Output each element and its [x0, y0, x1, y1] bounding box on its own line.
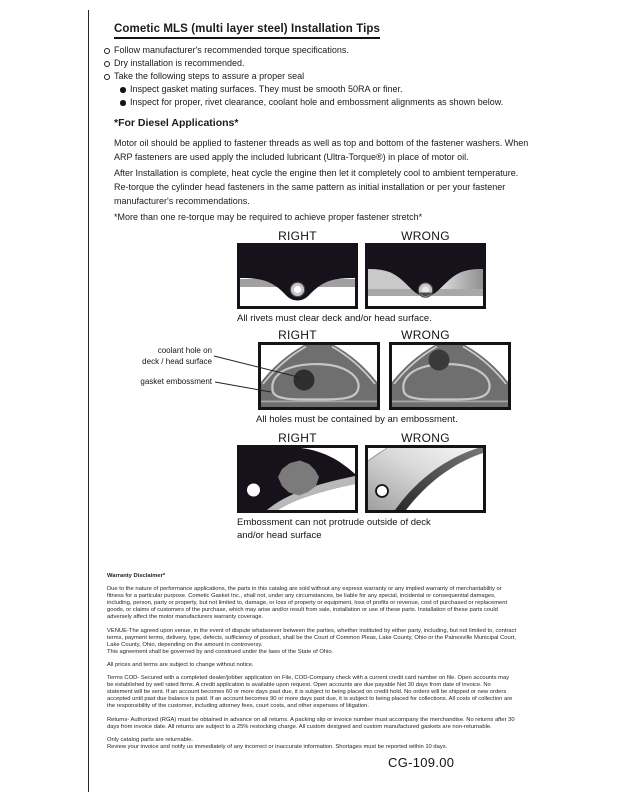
coolant-annotation-line2: deck / head surface	[142, 357, 212, 366]
row3-caption-line1: Embossment can not protrude outside of deck	[237, 517, 431, 528]
legal-paragraph: All prices and terms are subject to change without notice.	[107, 661, 254, 668]
rivet-right-diagram	[237, 243, 358, 309]
legal-paragraph: Returns- Authorized (RGA) must be obtained in advance on all returns. A packing slip or invoice number must accompany the merchandise. No returns after 30 days from invoice date. All returns are subject to a 25% restocking charge. All custom designed and custom manufactured gaskets are non-returnable.	[107, 716, 515, 730]
protrusion-right-diagram	[237, 445, 358, 513]
coolant-annotation-line1: coolant hole on	[157, 346, 212, 355]
coolant-hole-icon	[429, 350, 450, 371]
coolant-hole-icon	[294, 370, 315, 391]
bolt-hole-icon	[376, 485, 388, 497]
legal-paragraph: Terms COD- Secured with a completed dealer/jobber application on File, COD-Company check with a current credit card number on file. Open accounts may be established by well rated firms. A credit application is available upon request. Open accounts are due payable Net 30 days from date of invoice. No statement will be sent. If an account becomes 60 or more days past due, it is subject to being placed on credit hold. No orders will be shipped or new orders accepted until past due balance is paid. If an account becomes 90 or more days past due, it is subject to being placed for collections. All costs of collection are the responsibility of the customer, including attorney fees, court costs, and other expenses of litigation.	[107, 675, 513, 710]
row1-wrong-label: WRONG	[401, 229, 450, 243]
row2-wrong-label: WRONG	[401, 328, 450, 342]
row3-caption-line2: and/or head surface	[237, 530, 322, 541]
coolant-hole-annotation	[117, 345, 212, 367]
row2-caption: All holes must be contained by an embossment.	[256, 414, 458, 425]
page-code: CG-109.00	[388, 755, 455, 770]
diesel-section-heading: *For Diesel Applications*	[114, 117, 239, 129]
embossment-right-diagram	[258, 342, 380, 410]
retorque-note: *More than one re-torque may be required to achieve proper fastener stretch*	[114, 212, 423, 222]
warranty-disclaimer-section	[107, 573, 517, 757]
warranty-disclaimer-heading: Warranty Disclaimer*	[107, 573, 166, 579]
tips-sub-list	[119, 83, 503, 109]
row3-wrong-label: WRONG	[401, 431, 450, 445]
tips-list	[103, 44, 349, 83]
legal-paragraph: Due to the nature of performance applications, the parts in this catalog are sold without any express warranty or any implied warranty of merchantability or fitness for a particular purpose. Cometic Gasket Inc., shall not, under any circumstances, be liable for any special, incidental or consequential damages, including, person, party or property, but not limited to, damage, or loss of property or equipment, loss of profits or revenue, cost of purchased or replacement goods, or claims of customers of the purchase, which may arise and/or result from sale, installation or use of these parts. Installation of these parts could adversely affect the motor manufacturers warranty coverage.	[107, 586, 508, 621]
tip-item: Follow manufacturer's recommended torque specifications.	[103, 44, 349, 57]
rivet-wrong-diagram	[365, 243, 486, 309]
legal-paragraphs	[107, 586, 517, 751]
row3-caption	[237, 516, 431, 542]
diesel-paragraph-2: After Installation is complete, heat cycle the engine then let it completely cool to ambient temperature. Re-torque the cylinder head fasteners in the same pattern as initial installation or per your fastener manufacturer's recommendations.	[114, 168, 519, 206]
row3-right-label: RIGHT	[278, 431, 317, 445]
embossment-wrong-diagram	[389, 342, 511, 410]
page-left-rule	[88, 10, 89, 792]
tip-sub-item: Inspect gasket mating surfaces. They must be smooth 50RA or finer.	[119, 83, 503, 96]
row1-right-label: RIGHT	[278, 229, 317, 243]
gasket-embossment-annotation: gasket embossment	[140, 377, 212, 386]
legal-paragraph: Only catalog parts are returnable. Review your invoice and notify us immediately of any incorrect or inaccurate information. Shortages must be reported within 10 days.	[107, 736, 448, 750]
tip-item: Dry installation is recommended.	[103, 57, 349, 70]
tip-sub-item: Inspect for proper, rivet clearance, coolant hole and embossment alignments as shown below.	[119, 96, 503, 109]
row1-caption: All rivets must clear deck and/or head surface.	[237, 313, 432, 324]
tip-item: Take the following steps to assure a proper seal	[103, 70, 349, 83]
legal-paragraph: VENUE-The agreed upon venue, in the event of dispute whatsoever between the parties, whether instituted by either party, including, but not limited to, contract terms, payment terms, delivery, type, defects, sufficiency of product, shall be the Court of Common Pleas, Lake County, Ohio or the Painesville Municipal Court, Lake County, Ohio, depending on the amount in controversy. This agreement shall be governed by and construed under the laws of the State of Ohio.	[107, 627, 517, 655]
page-title: Cometic MLS (multi layer steel) Installation Tips	[114, 23, 380, 39]
bolt-hole-icon	[247, 484, 260, 497]
protrusion-wrong-diagram	[365, 445, 486, 513]
row2-right-label: RIGHT	[278, 328, 317, 342]
diesel-paragraph-1: Motor oil should be applied to fastener threads as well as top and bottom of the fastener washers. When ARP fasteners are used apply the included lubricant (Ultra-Torque®) in place of motor oil.	[114, 138, 529, 162]
